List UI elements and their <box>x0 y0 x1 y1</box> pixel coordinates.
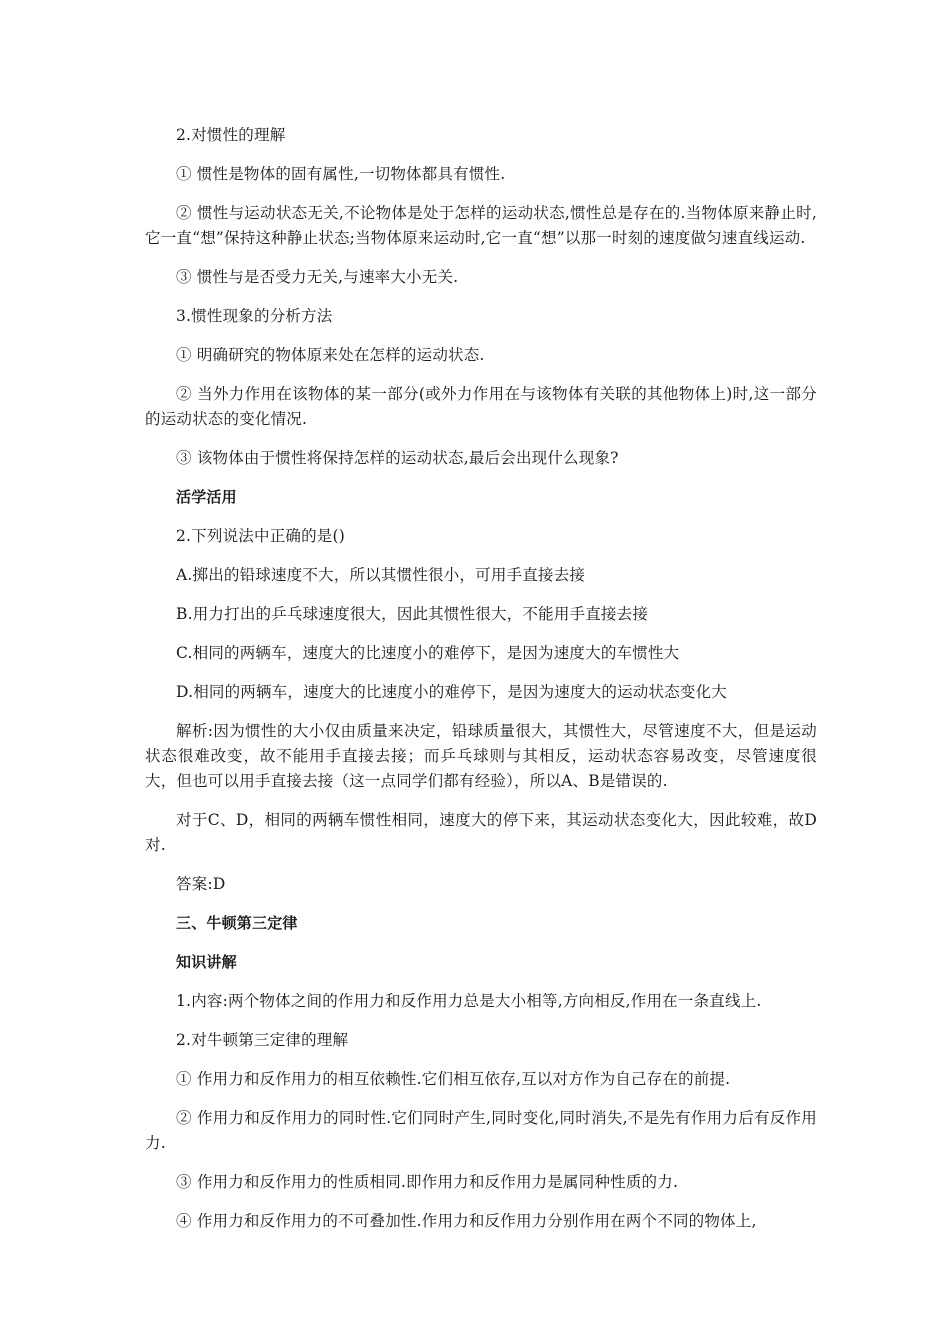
paragraph-law-point-1: ① 作用力和反作用力的相互依赖性.它们相互依存,互以对方作为自己存在的前提. <box>176 1070 731 1088</box>
paragraph-method-point-2: ② 当外力作用在该物体的某一部分(或外力作用在与该物体有关联的其他物体上)时,这一部分的运动状态的变化情况. <box>145 385 817 428</box>
subheading-inertia-understanding: 2.对惯性的理解 <box>176 126 286 144</box>
paragraph-law-point-3: ③ 作用力和反作用力的性质相同.即作用力和反作用力是属同种性质的力. <box>176 1173 679 1191</box>
paragraph-inertia-point-1: ① 惯性是物体的固有属性,一切物体都具有惯性. <box>176 165 506 183</box>
heading-practice: 活学活用 <box>176 488 237 506</box>
option-a: A.掷出的铅球速度不大，所以其惯性很小，可用手直接去接 <box>176 566 586 584</box>
paragraph-law-point-2: ② 作用力和反作用力的同时性.它们同时产生,同时变化,同时消失,不是先有作用力后有反作用力. <box>145 1109 817 1152</box>
paragraph-method-point-1: ① 明确研究的物体原来处在怎样的运动状态. <box>176 346 485 364</box>
document-body <box>145 123 817 1248</box>
option-b: B.用力打出的乒乓球速度很大，因此其惯性很大，不能用手直接去接 <box>176 605 649 623</box>
heading-third-law: 三、牛顿第三定律 <box>176 914 298 932</box>
paragraph-method-point-3: ③ 该物体由于惯性将保持怎样的运动状态,最后会出现什么现象? <box>176 449 619 467</box>
paragraph-analysis: 解析:因为惯性的大小仅由质量来决定，铅球质量很大，其惯性大，尽管速度不大，但是运动状态很难改变，故不能用手直接去接；而乒乓球则与其相反，运动状态容易改变，尽管速度很大，但也可以用手直接去接（这一点同学们都有经验），所以A、B是错误的. <box>145 722 817 790</box>
option-c: C.相同的两辆车，速度大的比速度小的难停下，是因为速度大的车惯性大 <box>176 644 680 662</box>
question-stem: 2.下列说法中正确的是() <box>176 527 345 545</box>
heading-knowledge: 知识讲解 <box>176 953 237 971</box>
paragraph-law-content: 1.内容:两个物体之间的作用力和反作用力总是大小相等,方向相反,作用在一条直线上. <box>176 992 762 1010</box>
paragraph-law-point-4: ④ 作用力和反作用力的不可叠加性.作用力和反作用力分别作用在两个不同的物体上, <box>176 1212 757 1230</box>
paragraph-analysis-cd: 对于C、D，相同的两辆车惯性相同，速度大的停下来，其运动状态变化大，因此较难，故D对. <box>145 811 817 854</box>
subheading-law-understanding: 2.对牛顿第三定律的理解 <box>176 1031 349 1049</box>
paragraph-inertia-point-2: ② 惯性与运动状态无关,不论物体是处于怎样的运动状态,惯性总是存在的.当物体原来静止时,它一直“想”保持这种静止状态;当物体原来运动时,它一直“想”以那一时刻的速度做匀速直线运动. <box>145 204 817 247</box>
subheading-analysis-method: 3.惯性现象的分析方法 <box>176 307 333 325</box>
option-d: D.相同的两辆车，速度大的比速度小的难停下，是因为速度大的运动状态变化大 <box>176 683 728 701</box>
answer-line: 答案:D <box>176 875 226 893</box>
paragraph-inertia-point-3: ③ 惯性与是否受力无关,与速率大小无关. <box>176 268 459 286</box>
